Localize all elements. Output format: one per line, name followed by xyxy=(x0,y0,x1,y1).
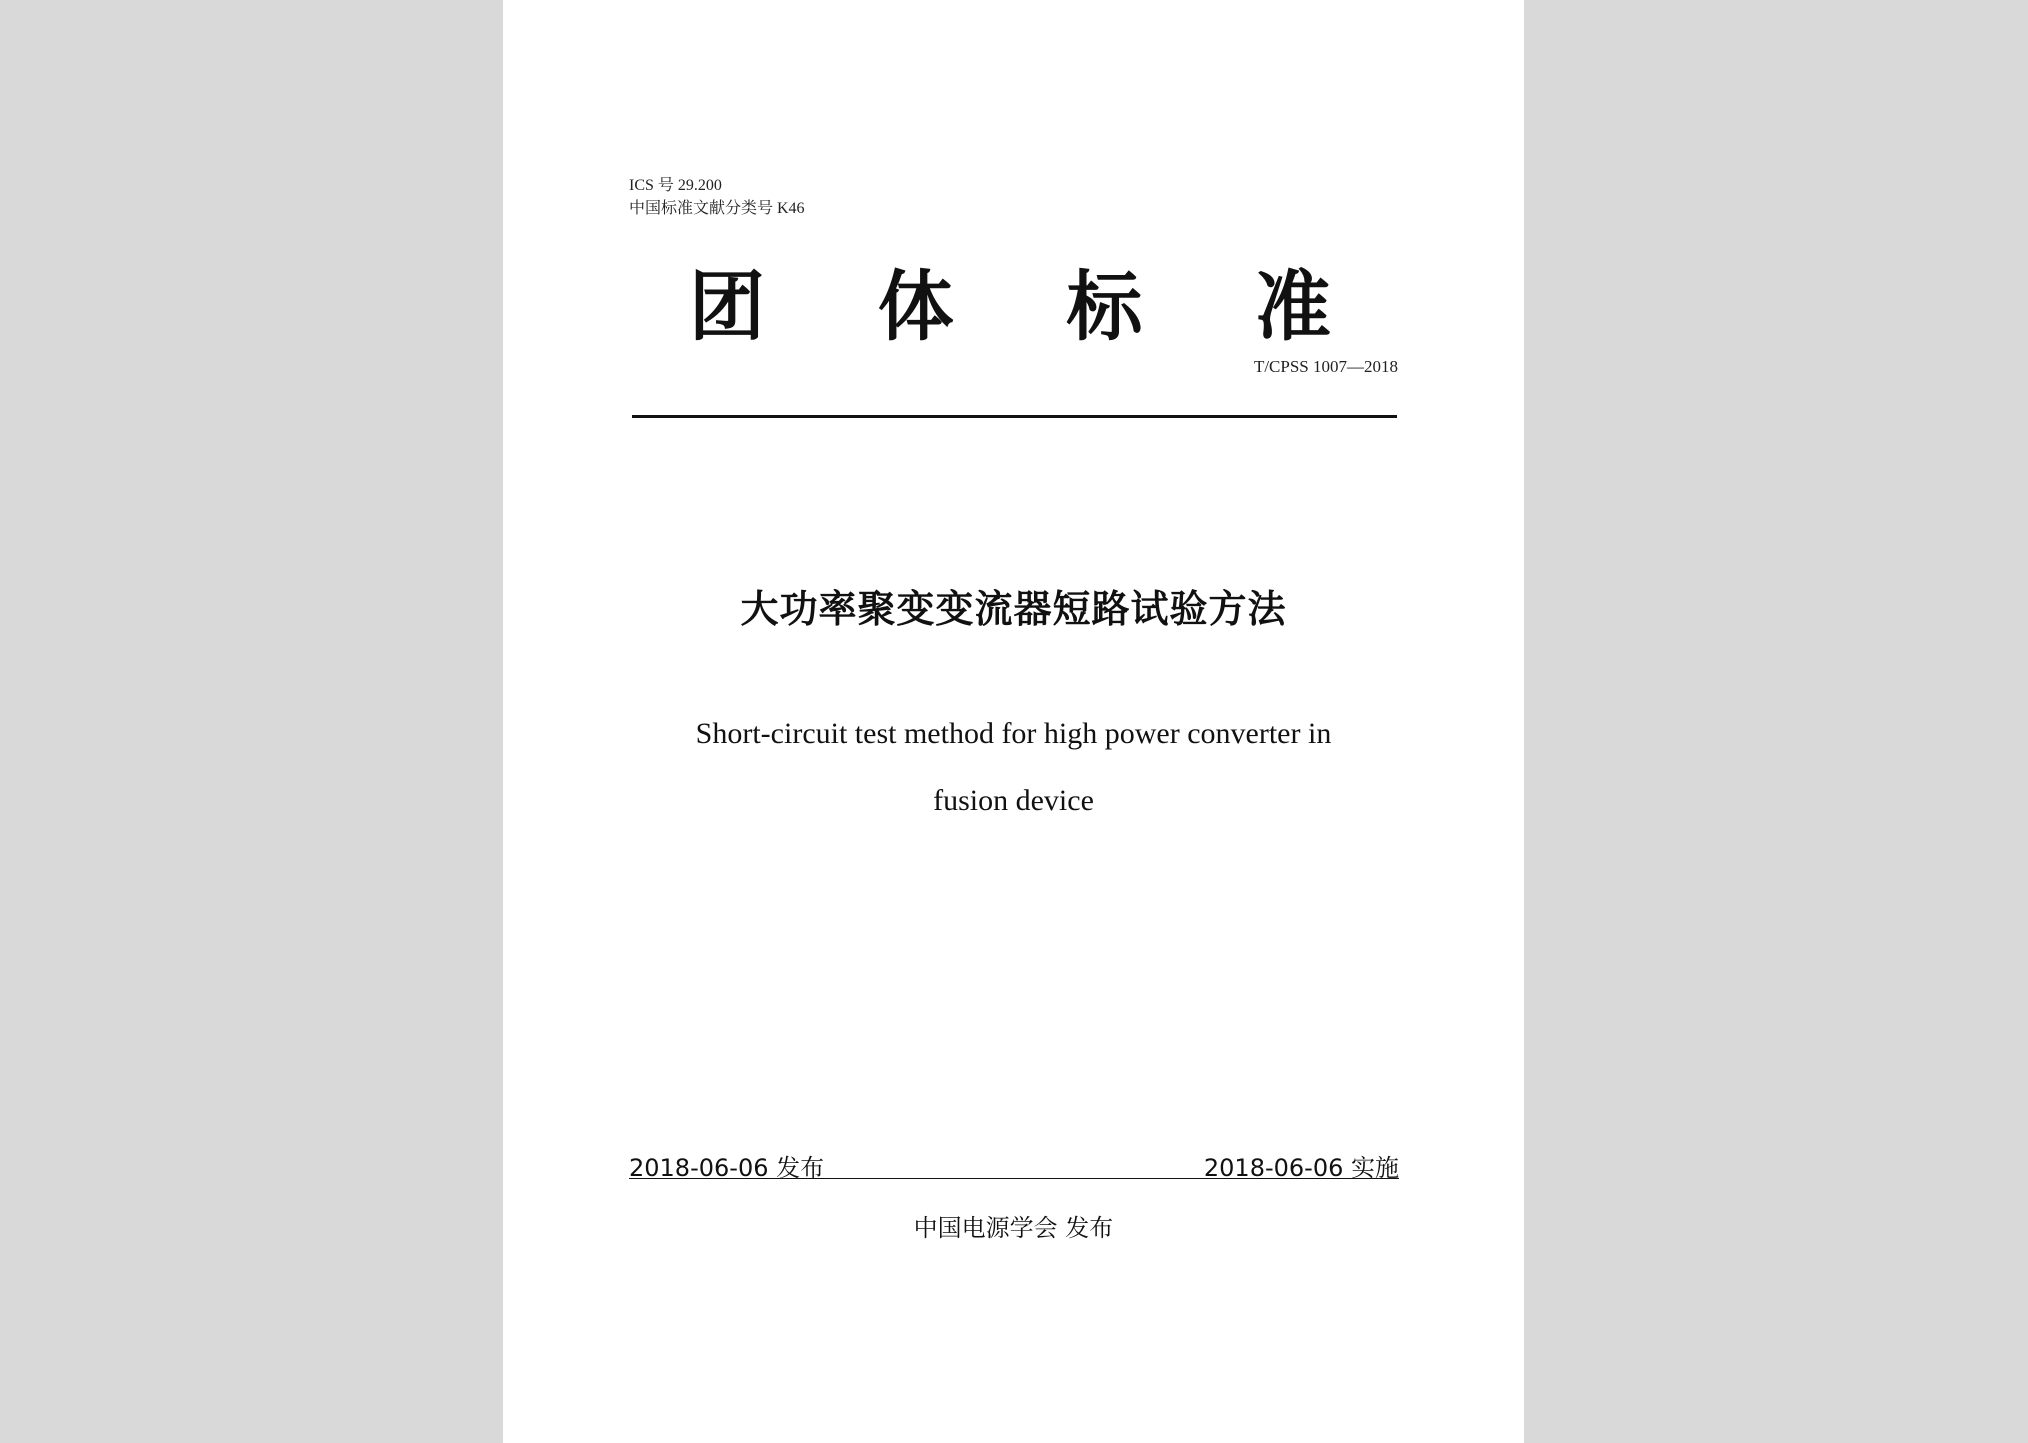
header-divider xyxy=(632,415,1397,418)
title-english-line1: Short-circuit test method for high power converter in xyxy=(695,717,1332,750)
ics-code: ICS 号 29.200 xyxy=(629,177,722,194)
document-page xyxy=(503,0,1524,1443)
publisher: 中国电源学会 发布 xyxy=(913,1214,1114,1242)
footer-divider xyxy=(629,1178,1399,1179)
title-english-line2: fusion device xyxy=(933,784,1094,817)
heading-char: 团 xyxy=(689,261,765,351)
heading-char: 准 xyxy=(1254,261,1331,351)
implement-date: 2018-06-06 实施 xyxy=(1203,1154,1399,1182)
standard-number: T/CPSS 1007—2018 xyxy=(1253,357,1398,376)
title-chinese: 大功率聚变变流器短路试验方法 xyxy=(740,587,1287,631)
heading-char: 标 xyxy=(1066,261,1143,351)
standard-type-heading xyxy=(629,255,1391,351)
heading-char: 体 xyxy=(877,261,954,351)
date-row xyxy=(629,1148,1399,1180)
ccs-code: 中国标准文献分类号 K46 xyxy=(629,200,805,217)
publish-date: 2018-06-06 发布 xyxy=(629,1154,825,1182)
